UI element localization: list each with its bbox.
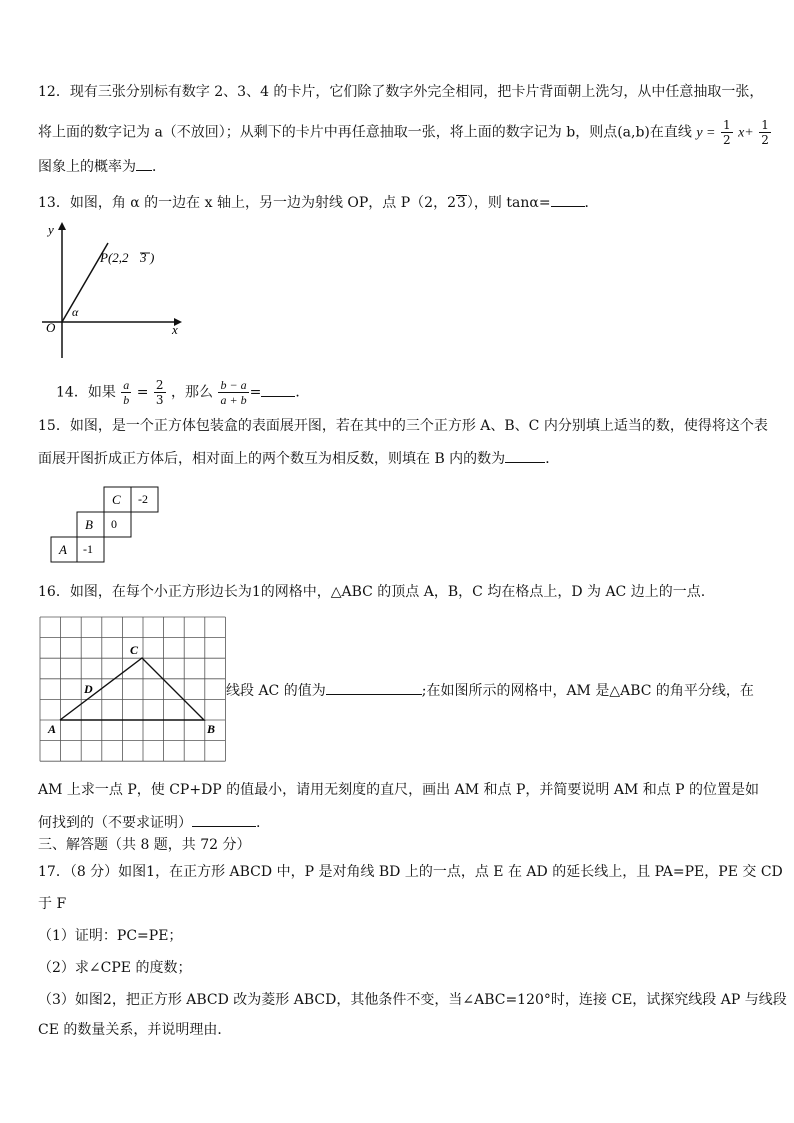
q16-mid-post: ;在如图所示的网格中，AM 是△ABC 的角平分线，在 xyxy=(421,683,754,699)
q13-line xyxy=(38,192,599,213)
q17-line1: 17．（8 分）如图1，在正方形 ABCD 中，P 是对角线 BD 上的一点，点 E 在 AD 的延长线上，且 PA=PE，PE 交 CD xyxy=(38,864,783,880)
q14-frac1 xyxy=(121,378,131,407)
q14-frac1-num: a xyxy=(123,378,130,392)
q12-line1: 12．现有三张分别标有数字 2、3、4 的卡片，它们除了数字外完全相同，把卡片背面朝上洗匀，从中任意抽取一张， xyxy=(38,84,764,100)
q16-label-b: B xyxy=(207,722,216,736)
q13-sqrt-val: 3 xyxy=(457,195,466,211)
q13-end: ． xyxy=(584,195,599,211)
q12-frac1-den: 2 xyxy=(722,133,731,147)
q14-frac1-den: b xyxy=(123,393,130,407)
q16-answer-blank-2[interactable] xyxy=(192,812,256,827)
q16-line4-end: . xyxy=(256,815,261,831)
q15-line1: 15．如图，是一个正方体包装盒的表面展开图，若在其中的三个正方形 A、B、C 内分别填上适当的数，使得将这个表 xyxy=(38,418,768,434)
q14-eq: = xyxy=(136,384,149,401)
q17-line2: 于 F xyxy=(38,896,67,912)
q14-text: 14．如果 xyxy=(56,384,116,401)
q15-value-a: -1 xyxy=(83,542,93,556)
q14-frac2-den: 3 xyxy=(155,393,164,407)
q14-frac3-den: a + b xyxy=(220,393,247,407)
q15-cell-b-val xyxy=(104,512,131,537)
q14-frac3 xyxy=(218,378,248,407)
q12-frac2-num: 1 xyxy=(761,118,769,132)
q13-label-y: y xyxy=(48,222,54,237)
q16-answer-blank-1[interactable] xyxy=(326,680,422,695)
q17-part3-line2: CE 的数量关系，并说明理由． xyxy=(38,1022,232,1038)
q15-cube-net xyxy=(50,486,162,564)
q14-frac3-num: b − a xyxy=(220,378,247,392)
q12-frac1 xyxy=(721,118,733,147)
q13-sqrt xyxy=(456,195,467,210)
q15-line2-text: 面展开图折成正方体后，相对面上的两个数互为相反数，则填在 B 内的数为 xyxy=(38,451,506,467)
q17-part2: （2）求∠CPE 的度数； xyxy=(38,960,192,976)
q15-line2-end: ． xyxy=(545,451,560,467)
q13-label-alpha: α xyxy=(72,305,79,319)
q15-label-c: C xyxy=(112,492,121,507)
q15-value-c: -2 xyxy=(138,492,148,506)
q14-end: ． xyxy=(295,384,310,401)
q16-label-d: D xyxy=(84,682,93,696)
q16-label-a: A xyxy=(48,722,57,736)
q12-frac2 xyxy=(759,118,771,147)
q14-frac2 xyxy=(154,378,166,407)
q15-answer-blank[interactable] xyxy=(505,448,545,463)
q16-grid-figure xyxy=(38,615,228,765)
q12-y: y = xyxy=(696,125,716,141)
q12-x: x+ xyxy=(738,125,754,141)
q17-part3-line1: （3）如图2，把正方形 ABCD 改为菱形 ABCD，其他条件不变，当∠ABC=120°时，连接 CE，试探究线段 AP 与线段 xyxy=(38,992,787,1008)
q16-line4-text: 何找到的（不要求证明） xyxy=(38,815,192,831)
q13-text: 13．如图，角 α 的一边在 x 轴上，另一边为射线 OP，点 P（2，2 xyxy=(38,195,456,211)
q13-figure xyxy=(36,218,196,363)
q16-mid-text: 线段 AC 的值为 xyxy=(226,683,326,699)
q12-line3 xyxy=(38,156,166,177)
q13-label-x: x xyxy=(172,322,178,337)
q15-line2 xyxy=(38,448,559,469)
q16-line2 xyxy=(226,680,754,701)
q14-frac2-num: 2 xyxy=(155,378,164,392)
q14-post: = xyxy=(249,384,262,401)
q13-label-sqrt: 3 xyxy=(140,250,147,265)
q15-label-a: A xyxy=(59,542,67,557)
q15-value-b: 0 xyxy=(111,517,117,531)
q13-y-arrow xyxy=(58,222,66,230)
q12-frac1-num: 1 xyxy=(722,118,731,132)
q13-answer-blank[interactable] xyxy=(551,192,585,207)
q16-line4 xyxy=(38,812,260,833)
q12-line3-end: ． xyxy=(152,159,166,175)
q16-grid xyxy=(40,617,225,761)
q13-label-p: P(2,2 xyxy=(100,250,129,265)
q12-line2-text: 将上面的数字记为 a（不放回）；从剩下的卡片中再任意抽取一张，将上面的数字记为 b，则点(a,b)在直线 xyxy=(38,124,692,141)
q14-mid: ，那么 xyxy=(171,384,214,401)
q16-line3: AM 上求一点 P，使 CP+DP 的值最小，请用无刻度的直尺，画出 AM 和点 P，并简要说明 AM 和点 P 的位置是如 xyxy=(38,782,760,798)
q16-line1: 16．如图，在每个小正方形边长为1的网格中，△ABC 的顶点 A，B，C 均在格点上，D 为 AC 边上的一点. xyxy=(38,584,706,600)
q15-label-b: B xyxy=(85,517,93,532)
q16-label-c: C xyxy=(130,643,139,657)
q14-line xyxy=(56,378,309,407)
q13-label-o: O xyxy=(46,320,56,335)
section-heading: 三、解答题（共 8 题，共 72 分） xyxy=(38,837,251,853)
q13-text-post: ），则 tanα= xyxy=(466,195,551,211)
q12-line3-text: 图象上的概率为 xyxy=(38,159,136,175)
q14-answer-blank[interactable] xyxy=(261,382,295,397)
q13-label-close: ) xyxy=(150,250,155,265)
q12-answer-blank[interactable] xyxy=(136,156,152,171)
q12-line2 xyxy=(38,118,772,147)
q12-frac2-den: 2 xyxy=(761,133,769,147)
q17-part1: （1）证明：PC=PE； xyxy=(38,928,183,944)
